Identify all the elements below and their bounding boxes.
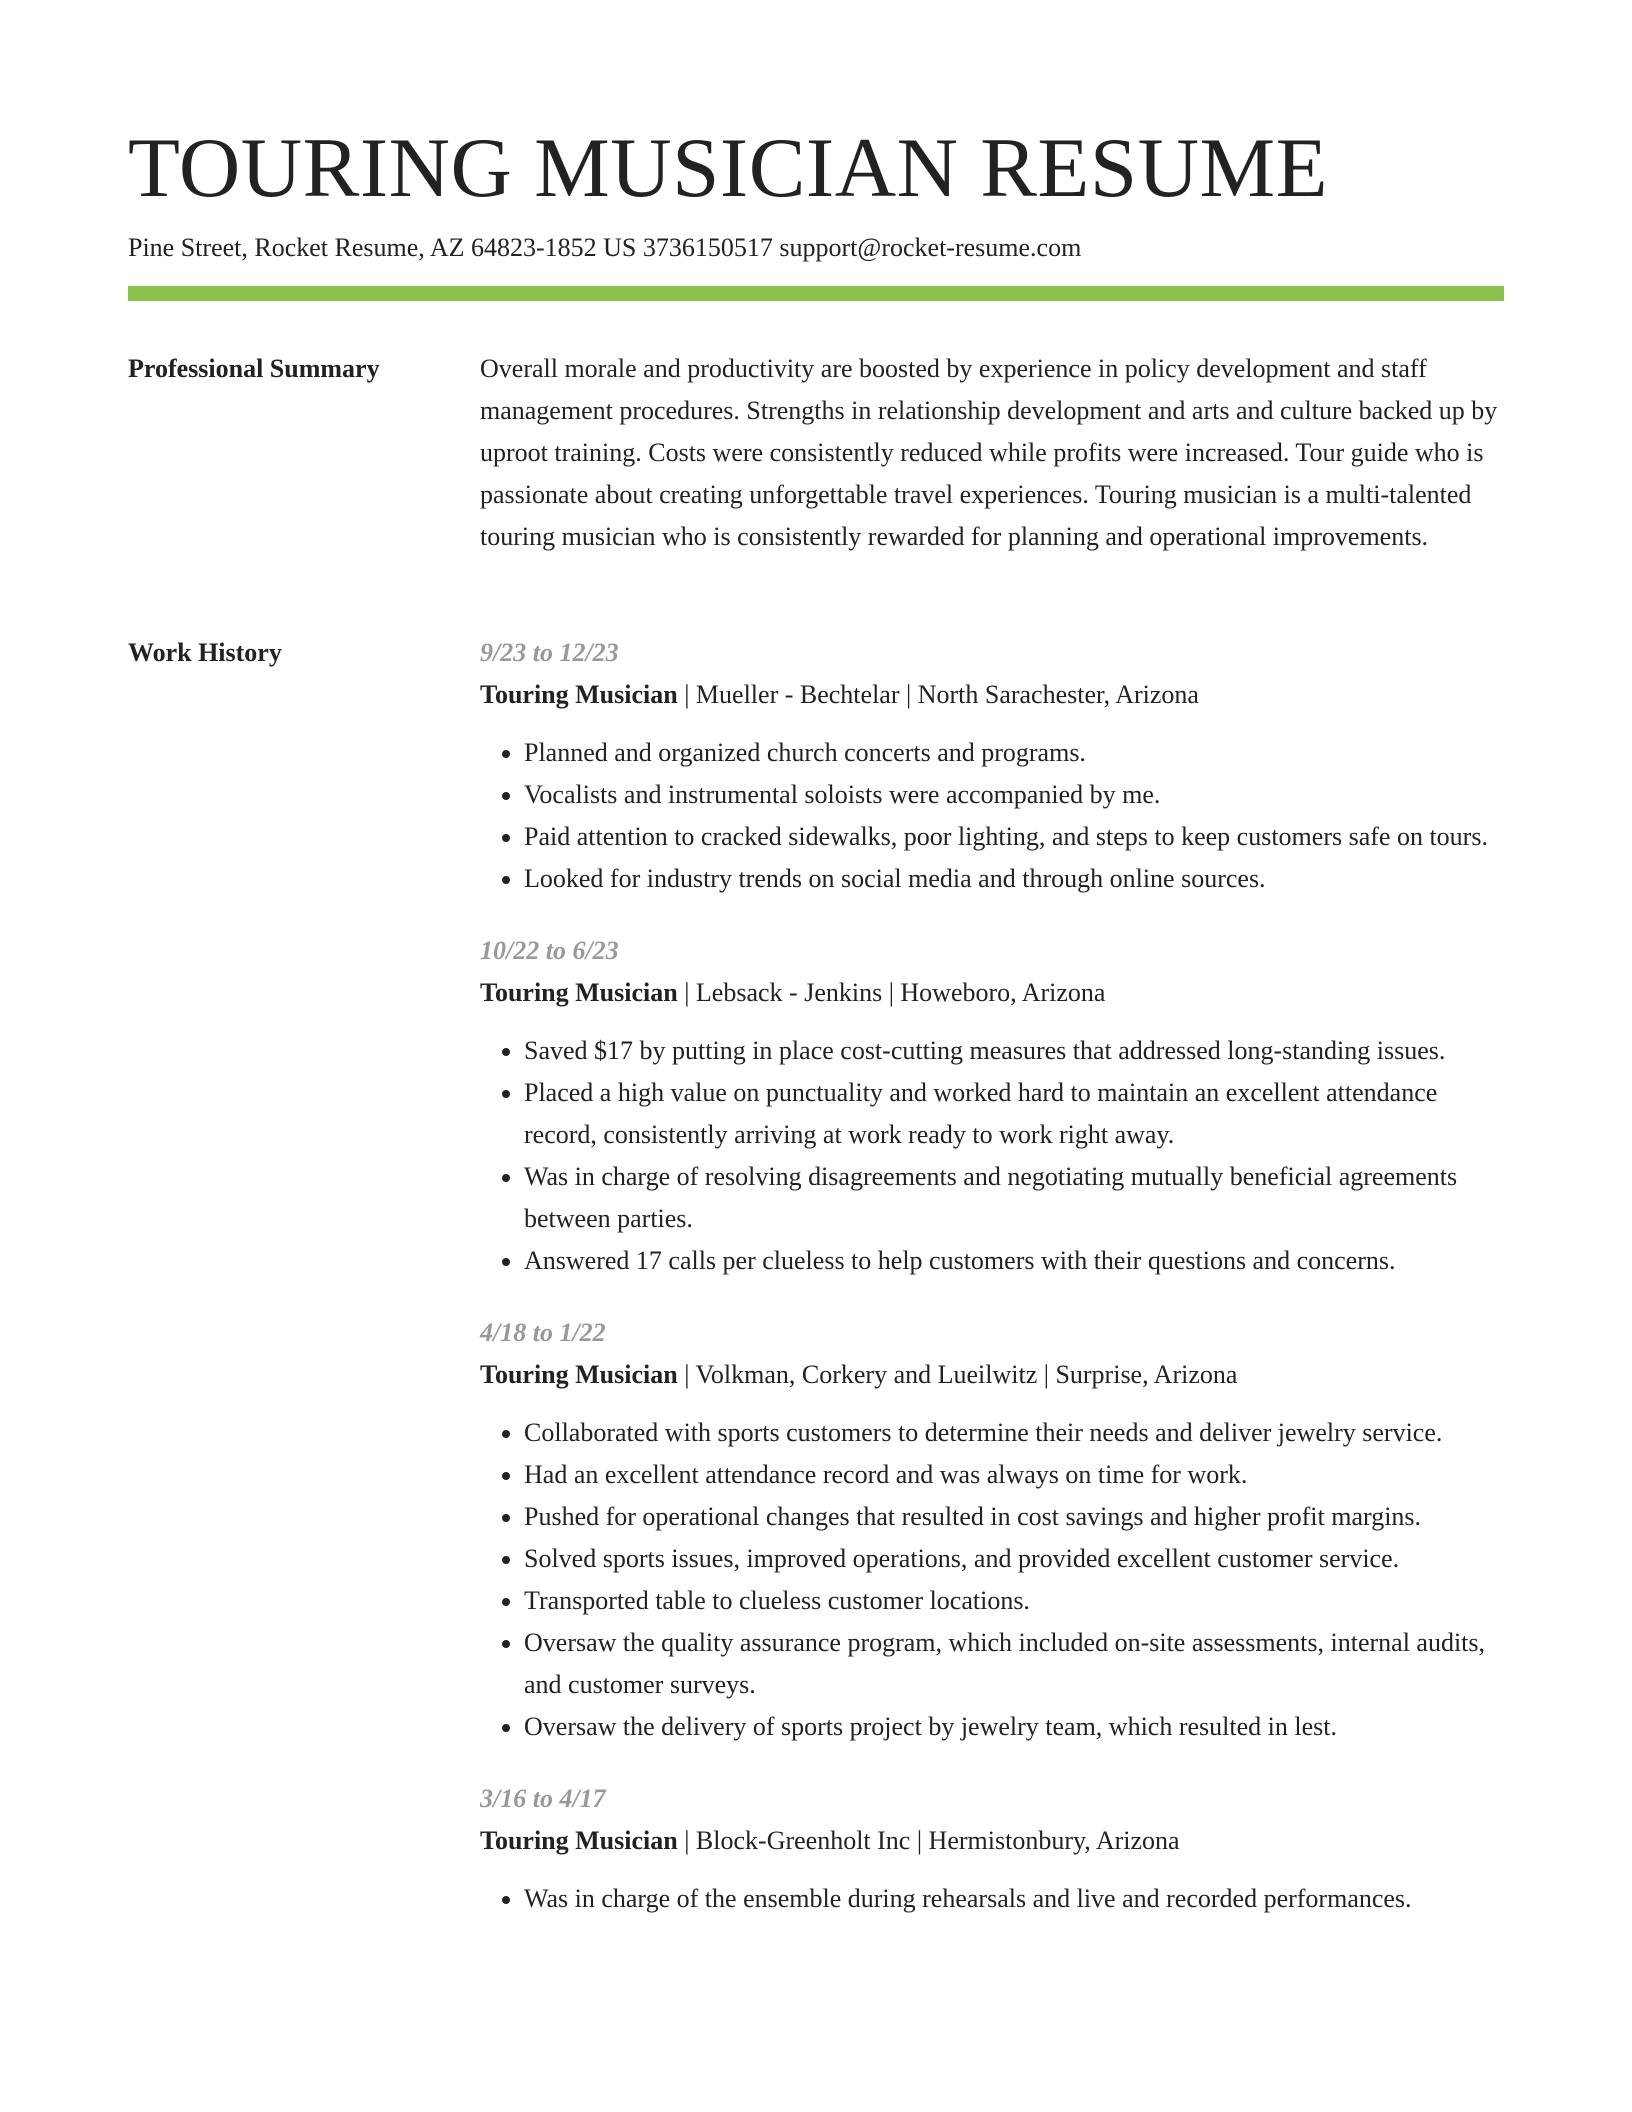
job-bullet: • Transported table to clueless customer locations. xyxy=(524,1580,1504,1622)
job-bullet: • Planned and organized church concerts and programs. xyxy=(524,732,1504,774)
job-details: | Volkman, Corkery and Lueilwitz | Surprise, Arizona xyxy=(677,1360,1238,1389)
job-title: Touring Musician xyxy=(480,680,678,709)
work-history-list xyxy=(480,632,1504,1950)
job-bullets xyxy=(480,1412,1504,1748)
job-bullets xyxy=(480,732,1504,900)
job-dates: 3/16 to 4/17 xyxy=(480,1784,606,1813)
job-bullet: • Solved sports issues, improved operations, and provided excellent customer service. xyxy=(524,1538,1504,1580)
job-heading xyxy=(480,674,1504,716)
job-bullets xyxy=(480,1030,1504,1282)
job-title: Touring Musician xyxy=(480,1360,678,1389)
summary-body xyxy=(480,348,1504,558)
job-dates: 9/23 to 12/23 xyxy=(480,638,619,667)
job-bullet: • Oversaw the quality assurance program, which included on-site assessments, internal audits, and customer surveys. xyxy=(524,1622,1504,1706)
job-details: | Lebsack - Jenkins | Howeboro, Arizona xyxy=(677,978,1106,1007)
section-label-summary: Professional Summary xyxy=(128,354,380,383)
job-dates: 10/22 to 6/23 xyxy=(480,936,619,965)
resume-title: TOURING MUSICIAN RESUME xyxy=(128,121,1329,215)
job-bullet: • Answered 17 calls per clueless to help customers with their questions and concerns. xyxy=(524,1240,1504,1282)
job-details: | Mueller - Bechtelar | North Sarachester, Arizona xyxy=(677,680,1199,709)
contact-line: Pine Street, Rocket Resume, AZ 64823-1852 US 3736150517 support@rocket-resume.com xyxy=(128,233,1082,262)
job-bullet: • Saved $17 by putting in place cost-cutting measures that addressed long-standing issues. xyxy=(524,1030,1504,1072)
job-bullet: • Collaborated with sports customers to determine their needs and deliver jewelry service. xyxy=(524,1412,1504,1454)
header-divider xyxy=(128,286,1504,301)
job-heading xyxy=(480,972,1504,1014)
job-bullet: • Was in charge of the ensemble during rehearsals and live and recorded performances. xyxy=(524,1878,1504,1920)
section-label-work-history: Work History xyxy=(128,638,282,667)
job-title: Touring Musician xyxy=(480,978,678,1007)
job-details: | Block-Greenholt Inc | Hermistonbury, Arizona xyxy=(677,1826,1180,1855)
job-entry xyxy=(480,632,1504,900)
job-entry xyxy=(480,1312,1504,1748)
job-dates: 4/18 to 1/22 xyxy=(480,1318,606,1347)
job-bullet: • Looked for industry trends on social media and through online sources. xyxy=(524,858,1504,900)
job-bullet: • Was in charge of resolving disagreements and negotiating mutually beneficial agreements between parties. xyxy=(524,1156,1504,1240)
job-entry xyxy=(480,1778,1504,1920)
job-bullet: • Placed a high value on punctuality and worked hard to maintain an excellent attendance record, consistently arriving at work ready to work right away. xyxy=(524,1072,1504,1156)
job-bullet: • Pushed for operational changes that resulted in cost savings and higher profit margins. xyxy=(524,1496,1504,1538)
job-bullet: • Oversaw the delivery of sports project by jewelry team, which resulted in lest. xyxy=(524,1706,1504,1748)
job-entry xyxy=(480,930,1504,1282)
job-bullets xyxy=(480,1878,1504,1920)
job-bullet: • Had an excellent attendance record and was always on time for work. xyxy=(524,1454,1504,1496)
job-bullet: • Paid attention to cracked sidewalks, poor lighting, and steps to keep customers safe on tours. xyxy=(524,816,1504,858)
job-heading xyxy=(480,1820,1504,1862)
summary-text: Overall morale and productivity are boosted by experience in policy development and staff management procedures. Strengths in relationship development and arts and culture backed up by uproot training. Costs were consistently reduced while profits were increased. Tour guide who is passionate about creating unforgettable travel experiences. Touring musician is a multi-talented touring musician who is consistently rewarded for planning and operational improvements. xyxy=(480,354,1498,551)
job-title: Touring Musician xyxy=(480,1826,678,1855)
job-heading xyxy=(480,1354,1504,1396)
job-bullet: • Vocalists and instrumental soloists were accompanied by me. xyxy=(524,774,1504,816)
